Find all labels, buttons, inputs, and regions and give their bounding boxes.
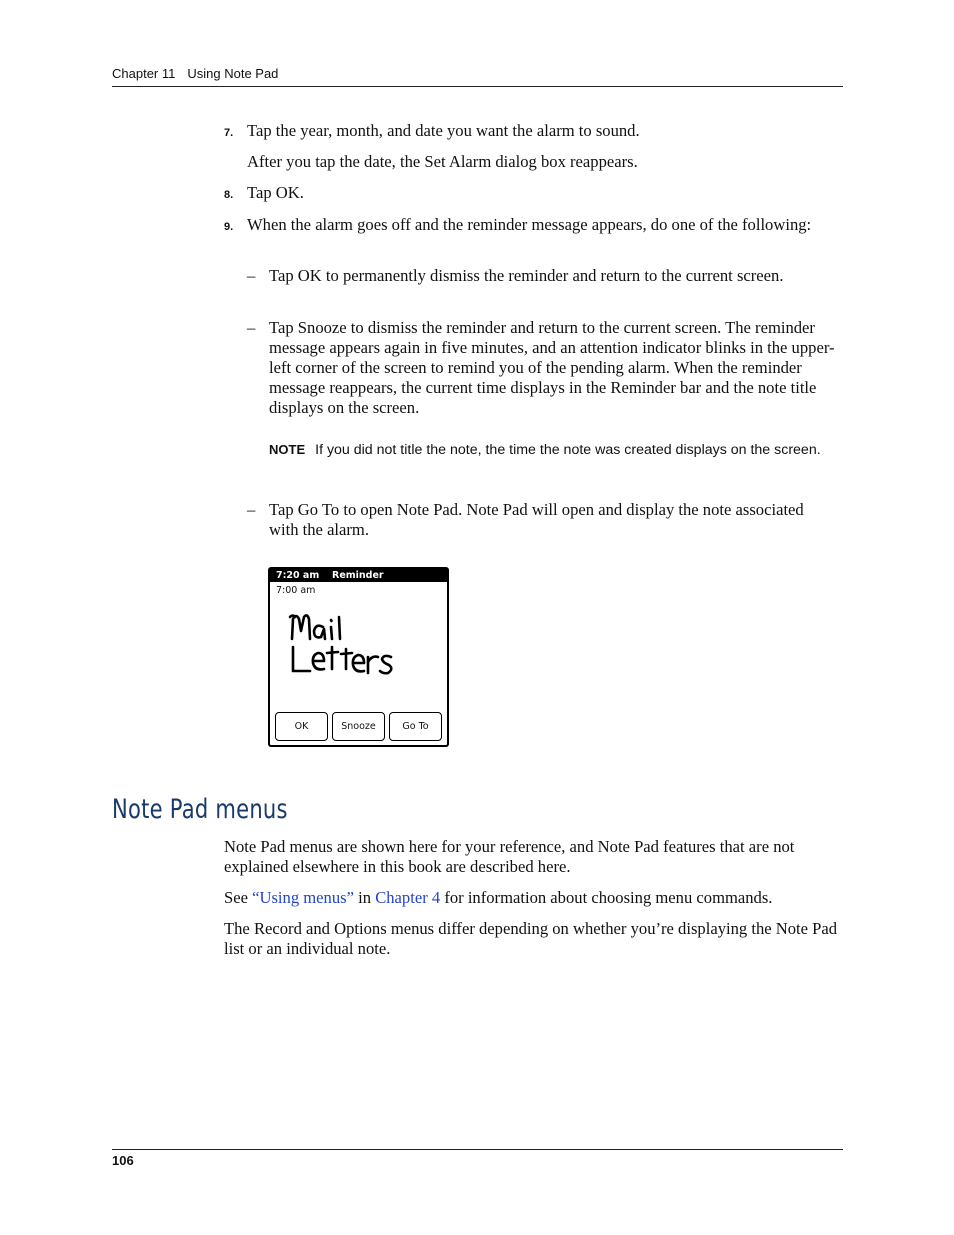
chapter-4-link[interactable]: Chapter 4 <box>375 888 441 907</box>
bullet-dash: – <box>247 266 256 285</box>
bullet-dash: – <box>247 318 256 337</box>
goto-button[interactable]: Go To <box>389 712 442 741</box>
note-created-time: 7:00 am <box>276 585 316 596</box>
header-title: Using Note Pad <box>187 66 279 81</box>
handwritten-note <box>288 607 418 687</box>
step-number: 7. <box>224 127 234 139</box>
header-rule <box>112 86 843 87</box>
para-text: in <box>353 888 376 907</box>
step-9 <box>224 215 834 235</box>
header-chapter: Chapter 11 <box>112 66 176 81</box>
step-number: 9. <box>224 221 234 233</box>
step-7-followup: After you tap the date, the Set Alarm dialog box reappears. <box>247 152 638 171</box>
bullet-text: Tap Snooze to dismiss the reminder and return to the current screen. The reminder message appears again in five minutes, and an attention indicator blinks in the upper-left corner of the screen to remind you of the pending alarm. When the reminder message reappears, the current time displays in the Reminder bar and the note title displays on the screen. <box>269 318 835 417</box>
step-text: Tap the year, month, and date you want the alarm to sound. <box>247 121 640 140</box>
bullet-goto <box>247 500 837 540</box>
reminder-screen <box>268 567 449 747</box>
running-header <box>112 66 278 81</box>
step-8 <box>224 183 834 203</box>
snooze-button[interactable]: Snooze <box>332 712 385 741</box>
section-para-1: Note Pad menus are shown here for your reference, and Note Pad features that are not explained elsewhere in this book are described here. <box>224 837 795 876</box>
section-para-2 <box>224 888 849 908</box>
using-menus-link[interactable]: “Using menus” <box>252 888 354 907</box>
step-number: 8. <box>224 189 234 201</box>
note-text: If you did not title the note, the time the note was created displays on the screen. <box>315 442 821 458</box>
step-text: When the alarm goes off and the reminder message appears, do one of the following: <box>247 215 812 234</box>
reminder-title-bar <box>270 569 447 582</box>
para-text: See <box>224 888 253 907</box>
current-time: 7:20 am <box>276 570 320 581</box>
note-label: NOTE <box>269 442 306 457</box>
para-text: for information about choosing menu commands. <box>440 888 773 907</box>
footer-rule <box>112 1149 843 1150</box>
bullet-text: Tap Go To to open Note Pad. Note Pad will open and display the note associated with the alarm. <box>269 500 804 539</box>
page-number: 106 <box>112 1153 134 1168</box>
bullet-snooze <box>247 318 837 418</box>
reminder-title: Reminder <box>332 570 384 581</box>
note-callout <box>269 441 829 459</box>
section-heading: Note Pad menus <box>112 794 288 825</box>
bullet-ok <box>247 266 837 286</box>
bullet-text: Tap OK to permanently dismiss the reminder and return to the current screen. <box>269 266 784 285</box>
bullet-dash: – <box>247 500 256 519</box>
section-para-3: The Record and Options menus differ depending on whether you’re displaying the Note Pad list or an individual note. <box>224 919 838 958</box>
step-text: Tap OK. <box>247 183 304 202</box>
step-7 <box>224 121 834 141</box>
ok-button[interactable]: OK <box>275 712 328 741</box>
